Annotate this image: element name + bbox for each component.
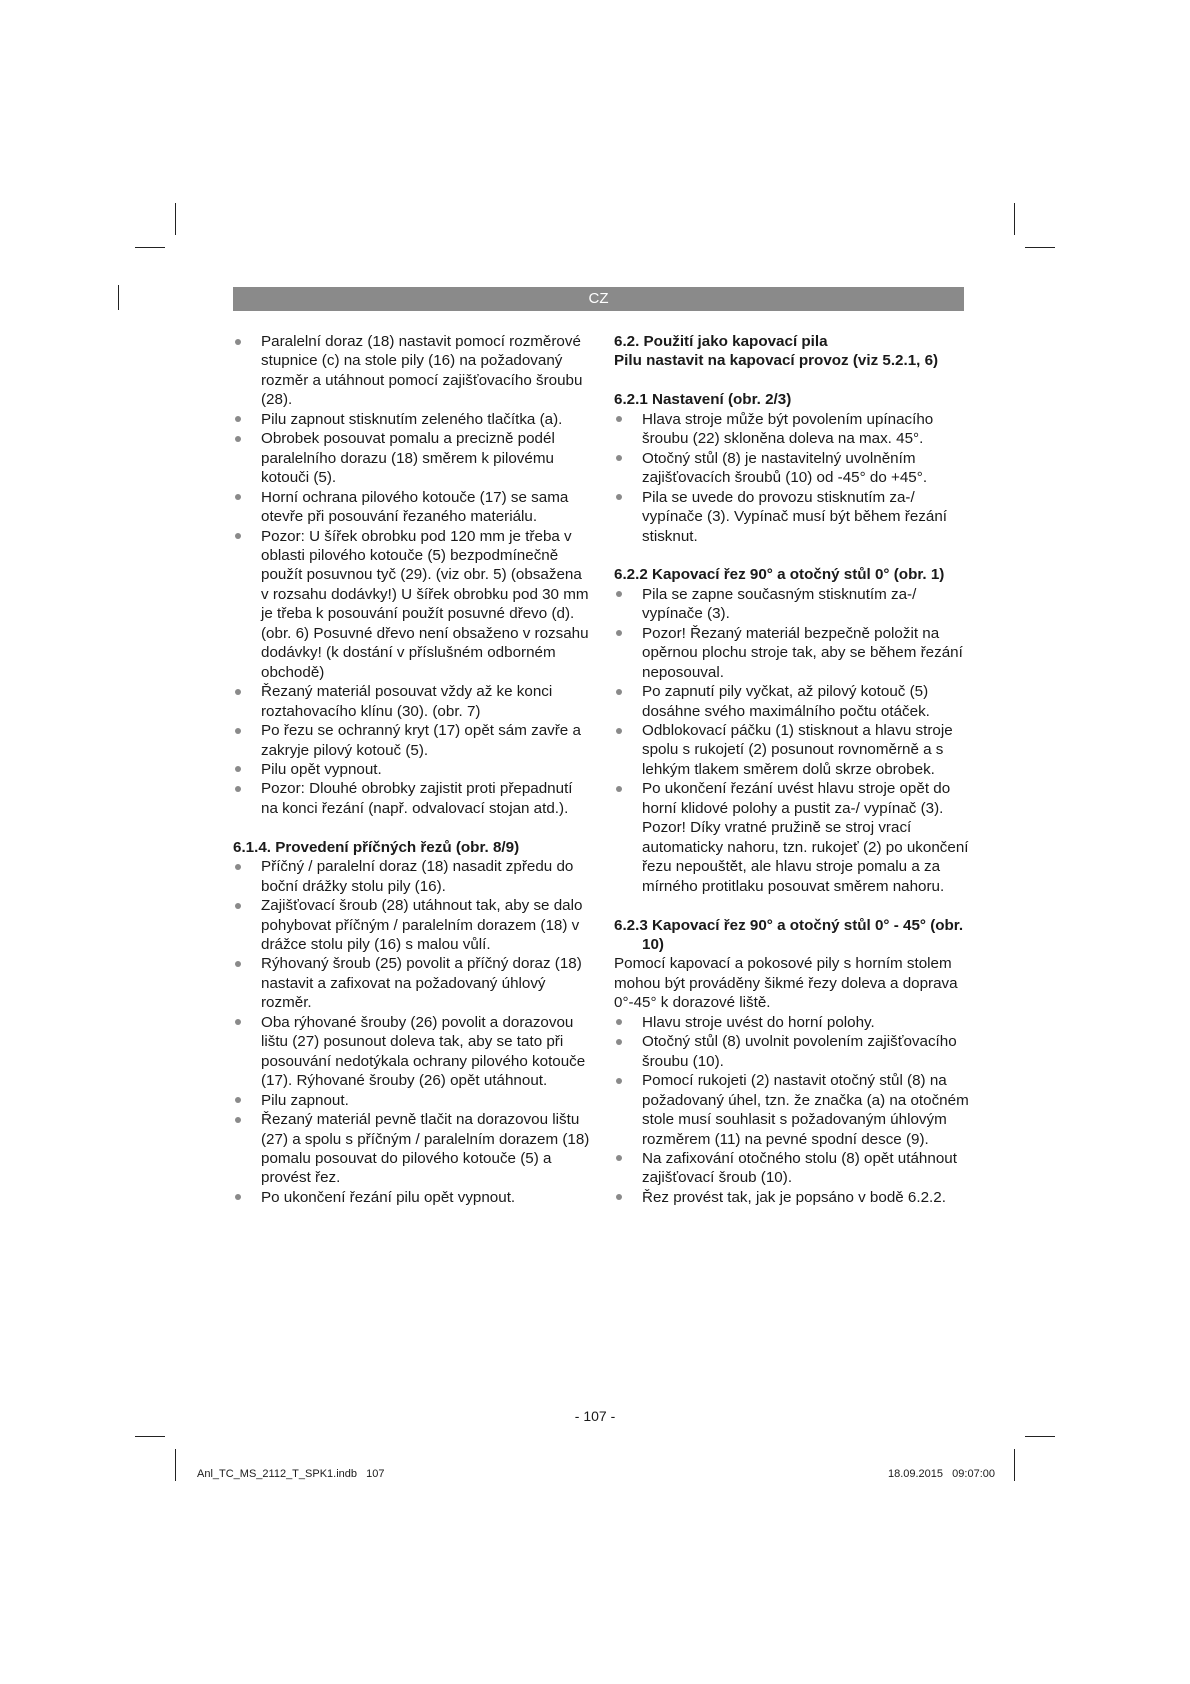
list-item: Horní ochrana pilového kotouče (17) se sama otevře při posouvání řezaného materiálu. (233, 488, 590, 527)
list-item: Řezaný materiál posouvat vždy až ke konci roztahovacího klínu (30). (obr. 7) (233, 682, 590, 721)
list-item: Oba rýhované šrouby (26) povolit a dorazovou lištu (27) posunout doleva tak, aby se tato při posouvání nedotýkala ochrany pilového kotouče (17). Rýhované šrouby (26) opět utáhnout. (233, 1013, 590, 1091)
list-item: Hlava stroje může být povolením upínacího šroubu (22) skloněna doleva na max. 45°. (614, 410, 969, 449)
crop-mark-top-right-horizontal (1025, 247, 1055, 248)
list-item: Pilu zapnout stisknutím zeleného tlačítka (a). (233, 410, 590, 429)
list-item: Pozor: U šířek obrobku pod 120 mm je třeba v oblasti pilového kotouče (5) bezpodmínečně použít posuvnou tyč (29). (viz obr. 5) (obsažena v rozsahu dodávky!) U šířek obrobku pod 30 mm je třeba k posouvání použít posuvné dřevo (d). (obr. 6) Posuvné dřevo není obsaženo v rozsahu dodávky! (k dostání v příslušném odborném obchodě) (233, 527, 590, 683)
list-item: Pozor! Řezaný materiál bezpečně položit na opěrnou plochu stroje tak, aby se během řezání neposouval. (614, 624, 969, 682)
list-item: Otočný stůl (8) je nastavitelný uvolněním zajišťovacích šroubů (10) od -45° do +45°. (614, 449, 969, 488)
section-intro-6-2-3: Pomocí kapovací a pokosové pily s horním stolem mohou být prováděny šikmé řezy doleva a doprava 0°-45° k dorazové liště. (614, 955, 958, 1012)
list-item: Pozor: Dlouhé obrobky zajistit proti přepadnutí na konci řezání (např. odvalovací stojan atd.). (233, 779, 590, 818)
list-item: Rýhovaný šroub (25) povolit a příčný doraz (18) nastavit a zafixovat na požadovaný úhlový rozměr. (233, 954, 590, 1012)
crop-mark-bottom-right-vertical (1014, 1449, 1015, 1481)
parallel-cut-steps (233, 332, 590, 818)
list-item: Řezaný materiál pevně tlačit na dorazovou lištu (27) a spolu s příčným / paralelním dorazem (18) pomalu posouvat do pilového kotouče (5) a provést řez. (233, 1110, 590, 1188)
settings-steps (614, 410, 969, 546)
crop-mark-bottom-right-horizontal (1025, 1436, 1055, 1437)
section-title-6-2-2: 6.2.2 Kapovací řez 90° a otočný stůl 0° (obr. 1) (614, 566, 945, 584)
crop-mark-top-right-vertical (1014, 203, 1015, 235)
section-title-6-2: 6.2. Použití jako kapovací pila (614, 333, 828, 350)
list-item: Pilu zapnout. (233, 1091, 590, 1110)
crop-mark-bottom-left-vertical (175, 1449, 176, 1481)
mitre-cut-steps (614, 1013, 969, 1208)
list-item: Hlavu stroje uvést do horní polohy. (614, 1013, 969, 1032)
left-column (233, 332, 590, 1207)
list-item: Po ukončení řezání uvést hlavu stroje opět do horní klidové polohy a pustit za-/ vypínač (3). Pozor! Díky vratné pružině se stroj vrací automaticky nahoru, tzn. rukojeť (2) po ukončení řezu nepouštět, ale hlavu stroje pomalu a za mírného protitlaku posouvat směrem nahoru. (614, 779, 969, 896)
list-item: Paralelní doraz (18) nastavit pomocí rozměrové stupnice (c) na stole pily (16) na požadovaný rozměr a utáhnout pomocí zajišťovacího šroubu (28). (233, 332, 590, 410)
section-subtitle-6-2: Pilu nastavit na kapovací provoz (viz 5.2.1, 6) (614, 352, 939, 370)
footer-date-time: 18.09.2015 09:07:00 (887, 1468, 995, 1480)
list-item: Obrobek posouvat pomalu a precizně podél paralelního dorazu (18) směrem k pilovému kotouči (5). (233, 429, 590, 487)
list-item: Odblokovací páčku (1) stisknout a hlavu stroje spolu s rukojetí (2) posunout rovnoměrně a s lehkým tlakem směrem dolů skrze obrobek. (614, 721, 969, 779)
list-item: Po řezu se ochranný kryt (17) opět sám zavře a zakryje pilový kotouč (5). (233, 721, 590, 760)
list-item: Pila se uvede do provozu stisknutím za-/ vypínače (3). Vypínač musí být během řezání stisknut. (614, 488, 969, 546)
cut-90-steps (614, 585, 969, 896)
list-item: Po zapnutí pily vyčkat, až pilový kotouč (5) dosáhne svého maximálního počtu otáček. (614, 682, 969, 721)
page-number: - 107 - (574, 1408, 616, 1424)
right-column (614, 332, 969, 1207)
list-item: Pomocí rukojeti (2) nastavit otočný stůl (8) na požadovaný úhel, tzn. že značka (a) na otočném stole musí souhlasit s požadovaným úhlovým rozměrem (11) na pevné spodní desce (9). (614, 1071, 969, 1149)
list-item: Příčný / paralelní doraz (18) nasadit zpředu do boční drážky stolu pily (16). (233, 857, 590, 896)
list-item: Na zafixování otočného stolu (8) opět utáhnout zajišťovací šroub (10). (614, 1149, 969, 1188)
crop-mark-bottom-left-horizontal (135, 1436, 165, 1437)
section-title-6-2-3: 6.2.3 Kapovací řez 90° a otočný stůl 0° - 45° (obr. 10) (614, 916, 964, 953)
section-title-6-2-1: 6.2.1 Nastavení (obr. 2/3) (614, 391, 792, 409)
crop-mark-top-left-horizontal (135, 247, 165, 248)
section-title-6-1-4: 6.1.4. Provedení příčných řezů (obr. 8/9) (233, 838, 520, 856)
list-item: Pilu opět vypnout. (233, 760, 590, 779)
footer-file-info: Anl_TC_MS_2112_T_SPK1.indb 107 (197, 1468, 385, 1480)
crop-mark-left-side (118, 285, 119, 310)
list-item: Řez provést tak, jak je popsáno v bodě 6.2.2. (614, 1188, 969, 1207)
list-item: Otočný stůl (8) uvolnit povolením zajišťovacího šroubu (10). (614, 1032, 969, 1071)
list-item: Zajišťovací šroub (28) utáhnout tak, aby se dalo pohybovat příčným / paralelním dorazem (18) v drážce stolu pily (16) s malou vůlí. (233, 896, 590, 954)
list-item: Pila se zapne současným stisknutím za-/ vypínače (3). (614, 585, 969, 624)
cross-cut-steps (233, 857, 590, 1207)
list-item: Po ukončení řezání pilu opět vypnout. (233, 1188, 590, 1207)
crop-mark-top-left-vertical (175, 203, 176, 235)
language-header-bar (233, 287, 964, 311)
language-code: CZ (588, 290, 609, 307)
